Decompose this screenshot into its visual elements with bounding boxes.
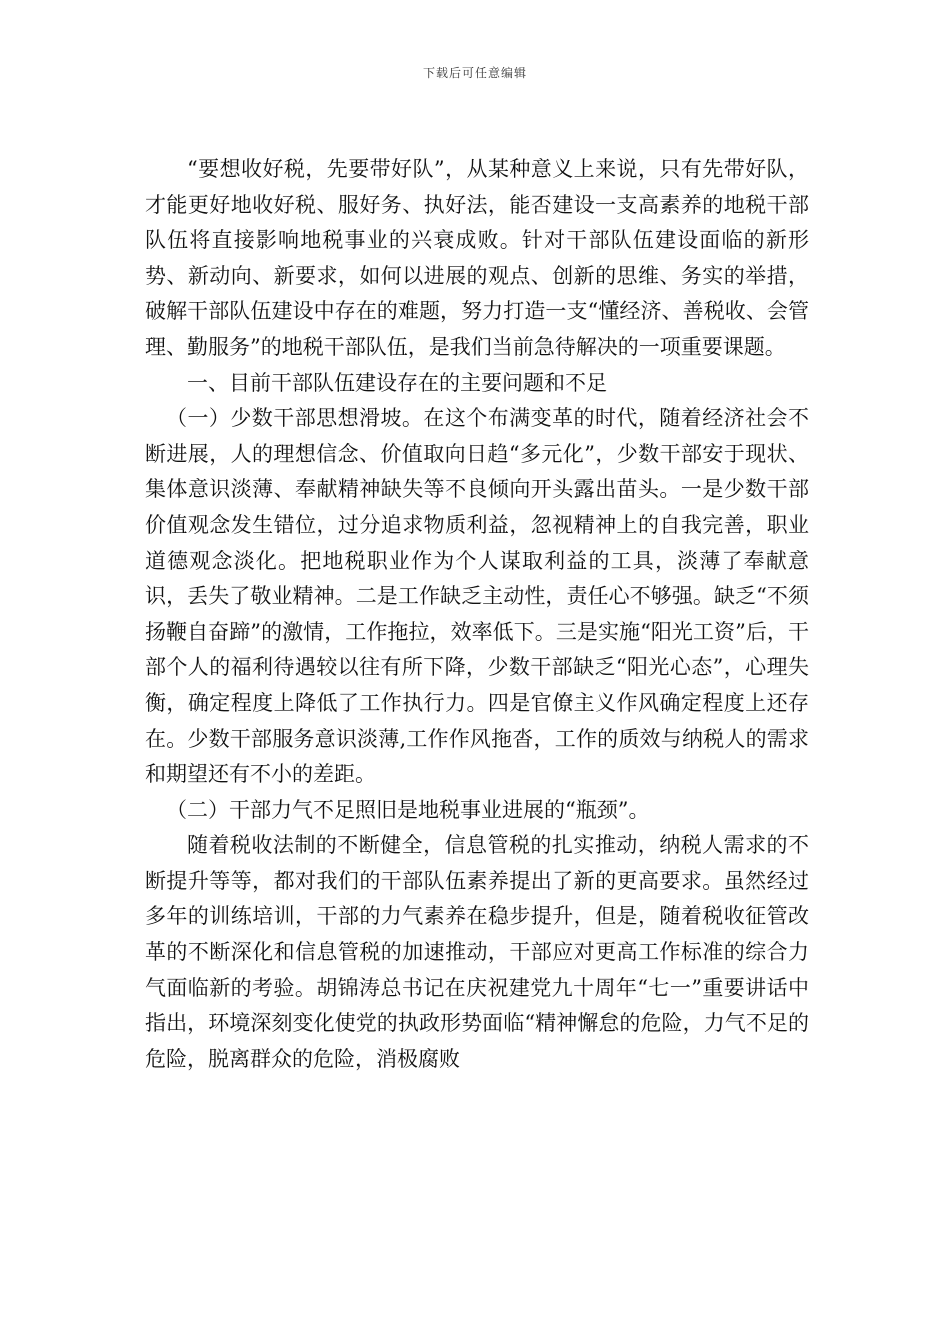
subsection-paragraph-1: （一）少数干部思想滑坡。在这个布满变革的时代，随着经济社会不断进展，人的理想信念、价值取向日趋“多元化”，少数干部安于现状、集体意识淡薄、奉献精神缺失等不良倾向开头露出苗头。一是少数干部价值观念发生错位，过分追求物质利益，忽视精神上的自我完善，职业道德观念淡化。把地税职业作为个人谋取利益的工具，淡薄了奉献意识，丢失了敬业精神。二是工作缺乏主动性，责任心不够强。缺乏“不须扬鞭自奋蹄”的激情，工作拖拉，效率低下。三是实施“阳光工资”后，干部个人的福利待遇较以往有所下降，少数干部缺乏“阳光心态”，心理失衡，确定程度上降低了工作执行力。四是官僚主义作风确定程度上还存在。少数干部服务意识淡薄,工作作风拖沓，工作的质效与纳税人的需求和期望还有不小的差距。 [145, 406, 809, 787]
document-body [145, 152, 809, 1077]
page-header-note: 下载后可任意编辑 [422, 66, 527, 80]
section-heading-1: 一、目前干部队伍建设存在的主要问题和不足 [187, 370, 607, 395]
intro-paragraph: “要想收好税，先要带好队”，从某种意义上来说，只有先带好队，才能更好地收好税、服好务、执好法，能否建设一支高素养的地税干部队伍将直接影响地税事业的兴衰成败。针对干部队伍建设面临的新形势、新动向、新要求，如何以进展的观点、创新的思维、务实的举措，破解干部队伍建设中存在的难题，努力打造一支“懂经济、善税收、会管理、勤服务”的地税干部队伍，是我们当前急待解决的一项重要课题。 [145, 157, 809, 359]
subsection-heading-2: （二）干部力气不足照旧是地税事业进展的“瓶颈”。 [166, 797, 650, 822]
body-paragraph-2: 随着税收法制的不断健全，信息管税的扎实推动，纳税人需求的不断提升等等，都对我们的干部队伍素养提出了新的更高要求。虽然经过多年的训练培训，干部的力气素养在稳步提升，但是，随着税收征管改革的不断深化和信息管税的加速推动，干部应对更高工作标准的综合力气面临新的考验。胡锦涛总书记在庆祝建党九十周年“七一”重要讲话中指出，环境深刻变化使党的执政形势面临“精神懈怠的危险，力气不足的危险，脱离群众的危险，消极腐败 [145, 833, 809, 1071]
